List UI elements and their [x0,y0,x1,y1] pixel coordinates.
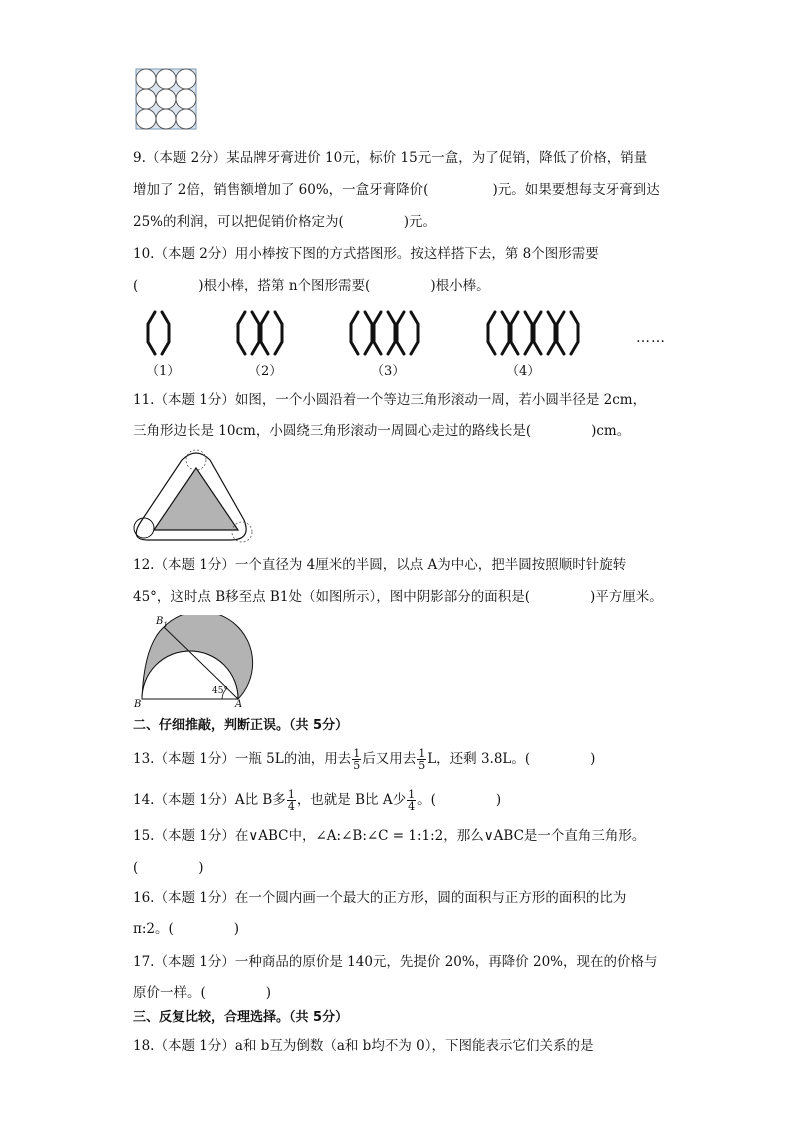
q12-line2 [133,587,663,607]
rolling-circle-triangle-figure [130,448,258,548]
label-b1 [156,616,168,629]
fraction-one-quarter [407,789,416,812]
q9-text: 25%的利润，可以把促销价格定为( [133,214,344,230]
q14-line [133,789,501,812]
fraction-denominator: 5 [418,759,426,772]
q17-line1: 17.（本题 1分）一种商品的原价是 140元，先提价 20%，再降价 20%，现在的价格与 [133,954,658,970]
q14-text: ) [495,792,502,808]
label-b: B [134,699,142,710]
q10-line1: 10.（本题 2分）用小棒按下图的方式搭图形。按这样搭下去，第 8个图形需要 [133,246,599,262]
q11-text: )cm。 [591,423,631,439]
fraction-numerator: 1 [353,747,361,760]
q14-text: ，也就是 B比 A少 [296,792,407,808]
q16-text: ) [233,921,240,937]
q12-text: )平方厘米。 [589,589,663,605]
q14-text: 。( [417,792,436,808]
fraction-one-fifth [352,748,361,771]
q10-text: )根小棒。 [430,278,490,294]
q10-text: )根小棒，搭第 n个图形需要( [198,278,371,294]
figure-caption-4: （4） [506,364,541,379]
q17-line2 [133,983,271,1003]
q10-line2 [133,276,490,296]
fraction-one-quarter [287,789,296,812]
q16-text: π:2。( [133,921,174,937]
q11-text: 三角形边长是 10cm，小圆绕三角形滚动一周圆心走过的路线长是( [133,423,532,439]
q15-text: ( [133,860,139,876]
section-2-heading: 二、仔细推敲，判断正误。（共 5分） [133,718,349,733]
q17-text: 原价一样。( [133,985,206,1001]
q13-text: L，还剩 3.8L。( [427,751,531,767]
label-b1-sub: 1 [163,621,168,629]
q15-text: ) [198,860,204,876]
fraction-denominator: 4 [287,800,295,813]
q15-line1: 15.（本题 1分）在∨ABC中，∠A:∠B:∠C = 1:1:2，那么∨ABC是一个直角三角形。 [133,828,646,844]
q9-line1: 9.（本题 2分）某品牌牙膏进价 10元，标价 15元一盒，为了促销，降低了价格，销量 [133,150,648,166]
rotated-semicircle-figure [128,615,280,715]
q9-line3 [133,212,436,232]
q9-text: 增加了 2倍，销售额增加了 60%，一盒牙膏降价( [133,182,429,198]
ellipsis: …… [636,330,666,346]
fraction-denominator: 4 [408,800,416,813]
q12-line1: 12.（本题 1分）一个直径为 4厘米的半圆，以点 A为中心，把半圆按照顺时针旋转 [133,557,627,573]
fraction-denominator: 5 [353,759,361,772]
figure-caption-3: （3） [371,364,406,379]
label-angle: 45° [212,686,228,696]
q13-text: ) [590,751,596,767]
q9-line2 [133,180,660,200]
q9-text: )元。如果要想每支牙膏到达 [492,182,660,198]
q15-line2 [133,858,204,878]
figure-caption-1: （1） [146,364,181,379]
q17-text: ) [265,985,272,1001]
label-a: A [235,699,243,710]
fraction-numerator: 1 [408,788,416,801]
q12-text: 45°，这时点 B移至点 B1处（如图所示），图中阴影部分的面积是( [133,589,530,605]
q10-text: ( [133,278,139,294]
q11-line1: 11.（本题 1分）如图，一个小圆沿着一个等边三角形滚动一周，若小圆半径是 2cm， [133,392,647,408]
figure-caption-2: （2） [248,364,283,379]
q13-line [133,748,595,771]
stick-hexagons-figure [140,308,600,360]
q16-line2 [133,919,239,939]
circles-grid-figure [135,68,197,130]
q11-line2 [133,421,630,441]
fraction-one-fifth [417,748,426,771]
q18-line1: 18.（本题 1分）a和 b互为倒数（a和 b均不为 0），下图能表示它们关系的是 [133,1038,594,1054]
q16-line1: 16.（本题 1分）在一个圆内画一个最大的正方形，圆的面积与正方形的面积的比为 [133,890,627,906]
q13-text: 13.（本题 1分）一瓶 5L的油，用去 [133,751,352,767]
fraction-numerator: 1 [418,747,426,760]
fraction-numerator: 1 [287,788,295,801]
q13-text: 后又用去 [362,751,417,767]
section-3-heading: 三、反复比较，合理选择。（共 5分） [133,1010,349,1025]
label-b1-letter: B [156,616,164,627]
q9-text: )元。 [403,214,437,230]
q14-text: 14.（本题 1分）A比 B多 [133,792,286,808]
